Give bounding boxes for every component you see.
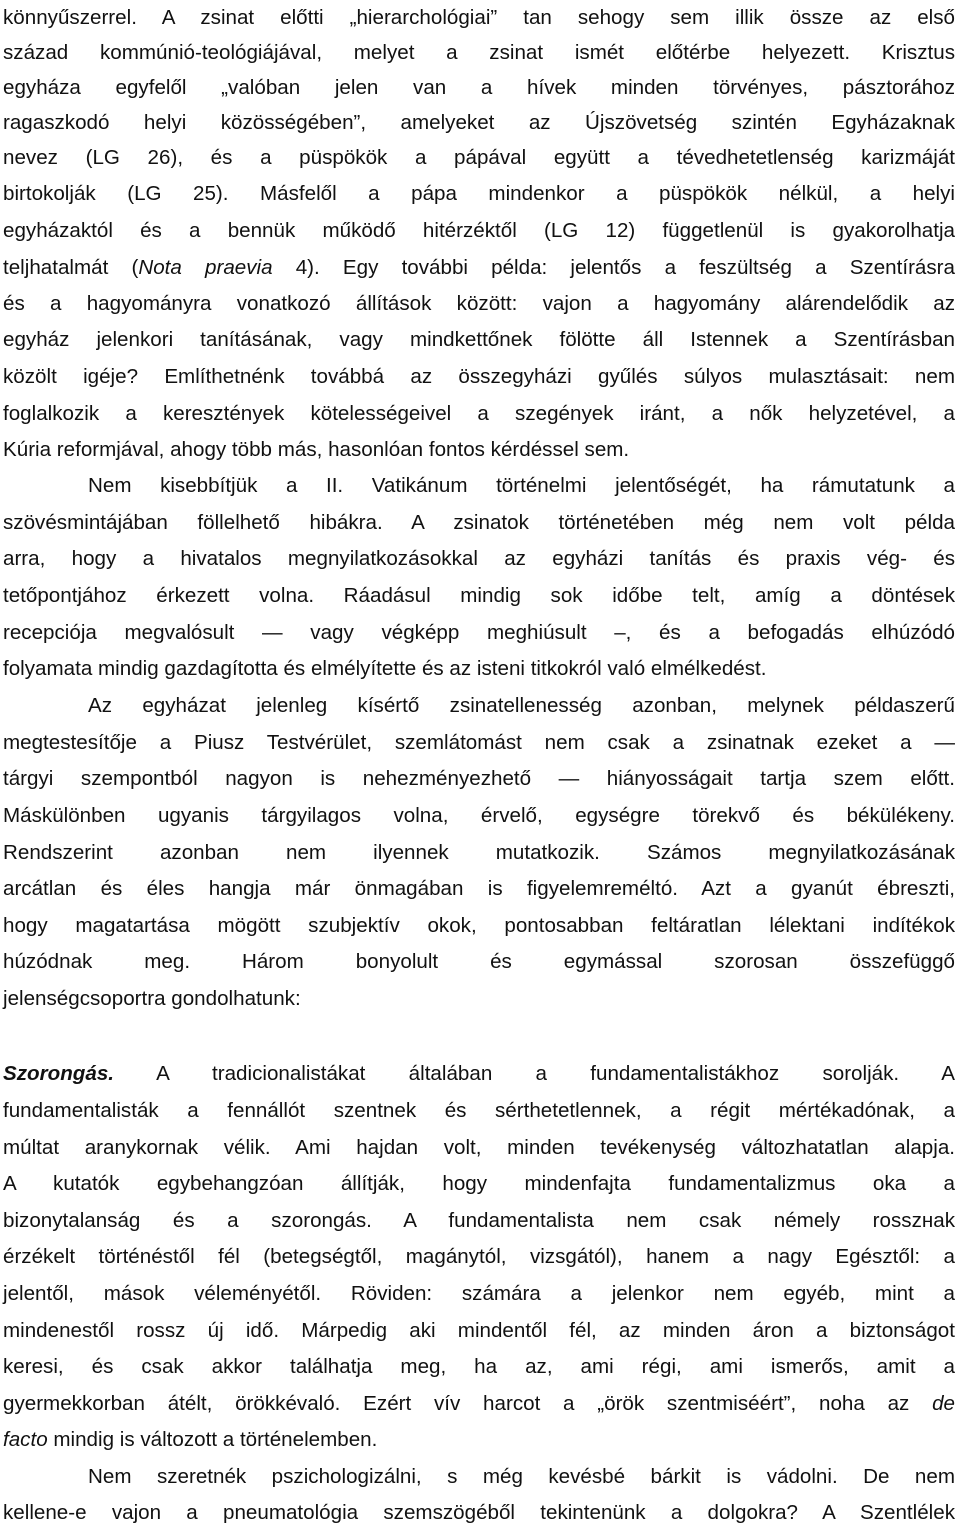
text-line: Kúria reformjával, ahogy több más, hasonlóan fontos kérdéssel sem. bbox=[3, 438, 630, 461]
text-line: nevez (LG 26), és a püspökök a pápával együtt a tévedhetetlenség karizmáját bbox=[3, 146, 955, 169]
text-line: század kommúnió-teológiájával, melyet a zsinat ismét előtérbe helyezett. Krisztus bbox=[3, 41, 955, 64]
text-line: közölt igéje? Említhetnénk továbbá az összegyházi gyűlés súlyos mulasztásait: nem bbox=[3, 365, 955, 388]
text-line: arcátlan és éles hangja már önmagában is figyelemreméltó. Azt a gyanút ébreszti, bbox=[3, 877, 955, 900]
text-line: teljhatalmát (Nota praevia 4). Egy további példa: jelentős a feszültség a Szentírásra bbox=[3, 256, 955, 279]
text-line: érzékelt történéstől fél (betegségtől, magánytól, vizsgától), hanem a nagy Egésztől: a bbox=[3, 1245, 955, 1268]
text-line: megtestesítője a Piusz Testvérület, szemlátomást nem csak a zsinatnak ezeket a — bbox=[3, 731, 955, 754]
text-line: egyház jelenkori tanításának, vagy mindkettőnek fölötte áll Istennek a Szentírásban bbox=[3, 328, 955, 351]
text-line: könnyűszerrel. A zsinat előtti „hierarchológiai” tan sehogy sem illik össze az első bbox=[3, 6, 955, 29]
text-line: recepciója megvalósult — vagy végképp meghiúsult –, és a befogadás elhúzódó bbox=[3, 621, 955, 644]
text-line: hogy magatartása mögött szubjektív okok, pontosabban feltáratlan lélektani indítékok bbox=[3, 914, 955, 937]
text-line: tárgyi szempontból nagyon is nehezményezhető — hiányosságait tartja szem előtt. bbox=[3, 767, 955, 790]
text-line: arra, hogy a hivatalos megnyilatkozásokkal az egyházi tanítás és praxis vég- és bbox=[3, 547, 955, 570]
text-line: A kutatók egybehangzóan állítják, hogy mindenfajta fundamentalizmus oka a bbox=[3, 1172, 955, 1195]
text-line: fundamentalisták a fennállót szentnek és sérthetetlennek, a régit mértékadónak, a bbox=[3, 1099, 955, 1122]
text-line: szövésmintájában föllelhető hibákra. A zsinatok történetében még nem volt példa bbox=[3, 511, 955, 534]
text-line: egyházaktól és a bennük működő hitérzéktől (LG 12) függetlenül is gyakorolhatja bbox=[3, 219, 955, 242]
text-line: húzódnak meg. Három bonyolult és egymással szorosan összefüggő bbox=[3, 950, 955, 973]
paragraph-first-line: Nem szeretnék pszichologizálni, s még kevésbé bárkit is vádolni. De nem bbox=[88, 1465, 955, 1488]
text-line: gyermekkorban átélt, örökkévaló. Ezért vív harcot a „örök szentmiséért”, noha az de bbox=[3, 1392, 955, 1415]
text-line: és a hagyományra vonatkozó állítások között: vajon a hagyomány alárendelődik az bbox=[3, 292, 955, 315]
text-line: birtokolják (LG 25). Másfelől a pápa mindenkor a püspökök nélkül, a helyi bbox=[3, 182, 955, 205]
section-heading: Szorongás. bbox=[3, 1062, 114, 1085]
text-line: tetőpontjához érkezett volna. Ráadásul mindig sok időbe telt, amíg a döntések bbox=[3, 584, 955, 607]
text-line: Máskülönben ugyanis tárgyilagos volna, érvelő, egységre törekvő és békülékeny. bbox=[3, 804, 955, 827]
text-line: folyamata mindig gazdagította és elmélyítette és az isteni titkokról való elmélkedést. bbox=[3, 657, 767, 680]
paragraph-first-line: Az egyházat jelenleg kísértő zsinatellenesség azonban, melynek példaszerű bbox=[88, 694, 955, 717]
text-line: múltat aranykornak vélik. Ami hajdan volt, minden tevékenység változhatatlan alapja. bbox=[3, 1136, 955, 1159]
text-line: egyháza egyfelől „valóban jelen van a hívek minden törvényes, pásztorához bbox=[3, 76, 955, 99]
text-line: facto mindig is változott a történelemben. bbox=[3, 1428, 378, 1451]
text-line: bizonytalanság és a szorongás. A fundamentalista nem csak némely rosszнak bbox=[3, 1209, 955, 1232]
section-first-line: Szorongás. A tradicionalistákat általában a fundamentalistákhoz sorolják. A bbox=[3, 1062, 955, 1085]
text-line: mindenestől rossz új idő. Márpedig aki mindentől fél, az minden áron a biztonságot bbox=[3, 1319, 955, 1342]
text-line: jelentől, mások véleményétől. Röviden: számára a jelenkor nem egyéb, mint a bbox=[3, 1282, 955, 1305]
text-line: kellene-e vajon a pneumatológia szemszögéből tekintenünk a dolgokra? A Szentlélek bbox=[3, 1501, 955, 1524]
paragraph-first-line: Nem kisebbítjük a II. Vatikánum történelmi jelentőségét, ha rámutatunk a bbox=[88, 474, 955, 497]
text-line: Rendszerint azonban nem ilyennek mutatkozik. Számos megnyilatkozásának bbox=[3, 841, 955, 864]
text-line: foglalkozik a keresztények kötelességeivel a szegények iránt, a nők helyzetével, a bbox=[3, 402, 955, 425]
text-line: ragaszkodó helyi közösségében”, amelyeket az Újszövetség szintén Egyházaknak bbox=[3, 111, 955, 134]
text-line: jelenségcsoportra gondolhatunk: bbox=[3, 987, 301, 1010]
text-line: keresi, és csak akkor találhatja meg, ha az, ami régi, ami ismerős, amit a bbox=[3, 1355, 955, 1378]
